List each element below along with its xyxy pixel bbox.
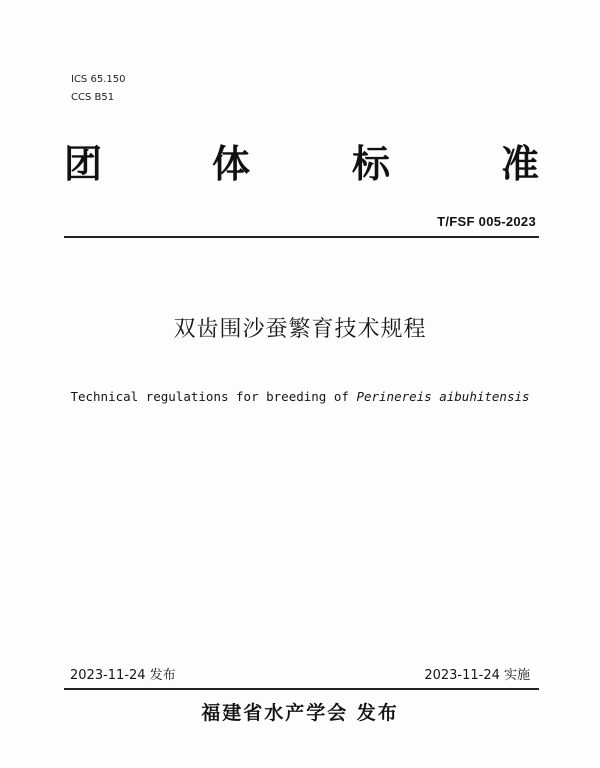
issue-date: 2023-11-24 发布 (70, 668, 176, 683)
standard-type-heading (64, 138, 539, 190)
heading-char-3: 标 (352, 142, 391, 186)
implementation-date: 2023-11-24 实施 (424, 668, 530, 683)
title-english-prefix: Technical regulations for breeding of (70, 389, 357, 404)
header-divider (64, 236, 539, 238)
heading-char-4: 准 (501, 142, 540, 186)
classification-codes (71, 71, 125, 107)
publisher: 福建省水产学会 发布 (201, 702, 399, 724)
ics-code: ICS 65.150 (71, 74, 126, 85)
title-chinese: 双齿围沙蚕繁育技术规程 (173, 317, 427, 342)
heading-char-2: 体 (212, 142, 251, 186)
title-english (0, 389, 600, 404)
ccs-code: CCS B51 (71, 92, 115, 103)
standard-number: T/FSF 005-2023 (437, 214, 536, 229)
heading-char-1: 团 (64, 142, 103, 186)
footer-divider (64, 688, 539, 690)
title-english-species: Perinereis aibuhitensis (356, 389, 530, 404)
